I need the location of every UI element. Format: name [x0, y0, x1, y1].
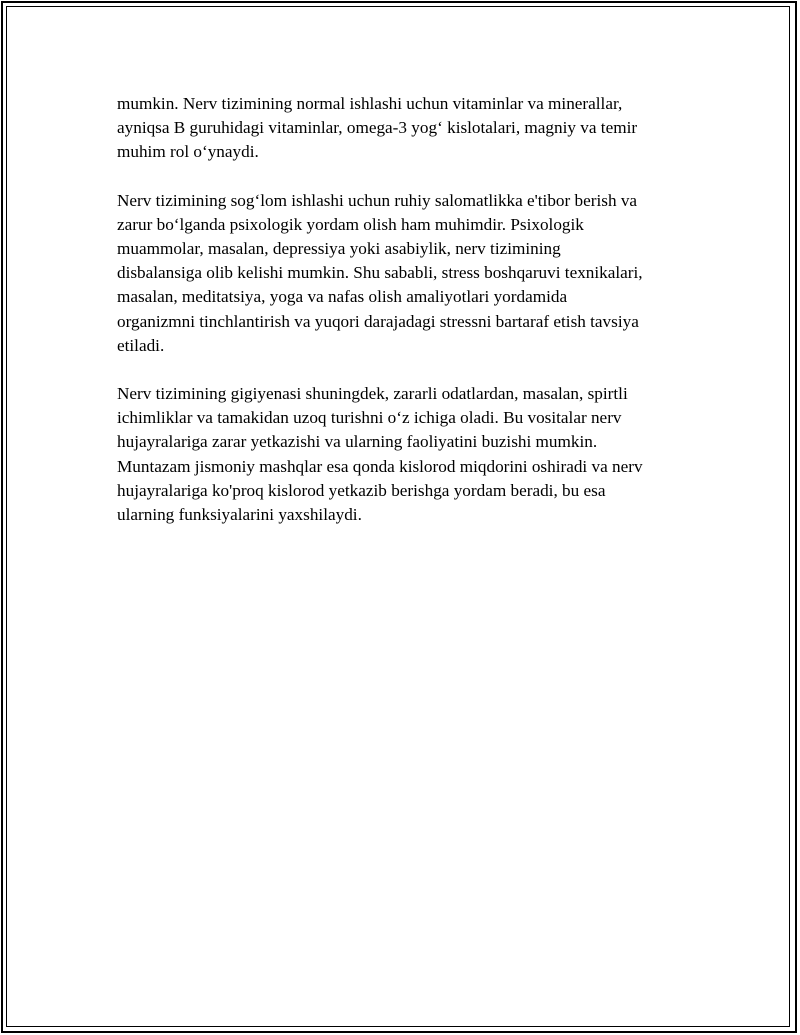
text-line: hujayralariga zarar yetkazishi va ularning faoliyatini buzishi mumkin. — [117, 432, 598, 452]
text-line: ularning funksiyalarini yaxshilaydi. — [117, 505, 362, 525]
paragraph-mental-health — [117, 189, 689, 358]
text-line: ayniqsa B guruhidagi vitaminlar, omega-3 yog‘ kislotalari, magniy va temir — [117, 118, 638, 138]
text-line: Muntazam jismoniy mashqlar esa qonda kislorod miqdorini oshiradi va nerv — [117, 456, 643, 476]
paragraph-hygiene — [117, 382, 689, 527]
text-line: muhim rol o‘ynaydi. — [117, 142, 259, 162]
text-line: masalan, meditatsiya, yoga va nafas olish amaliyotlari yordamida — [117, 287, 568, 307]
text-line: organizmni tinchlantirish va yuqori darajadagi stressni bartaraf etish tavsiya — [117, 311, 639, 331]
text-line: hujayralariga ko'proq kislorod yetkazib berishga yordam beradi, bu esa — [117, 480, 606, 500]
text-line: muammolar, masalan, depressiya yoki asabiylik, nerv tizimining — [117, 239, 561, 259]
text-line: mumkin. Nerv tizimining normal ishlashi uchun vitaminlar va minerallar, — [117, 94, 623, 113]
document-body — [117, 92, 689, 551]
text-line: zarur bo‘lganda psixologik yordam olish ham muhimdir. Psixologik — [117, 214, 584, 234]
text-line: etiladi. — [117, 335, 165, 355]
text-line: disbalansiga olib kelishi mumkin. Shu sababli, stress boshqaruvi texnikalari, — [117, 263, 643, 283]
paragraph-nutrition — [117, 92, 689, 165]
text-line: Nerv tizimining sog‘lom ishlashi uchun ruhiy salomatlikka e'tibor berish va — [117, 190, 638, 210]
text-line: ichimliklar va tamakidan uzoq turishni o‘z ichiga oladi. Bu vositalar nerv — [117, 408, 622, 428]
text-line: Nerv tizimining gigiyenasi shuningdek, zararli odatlardan, masalan, spirtli — [117, 384, 628, 404]
